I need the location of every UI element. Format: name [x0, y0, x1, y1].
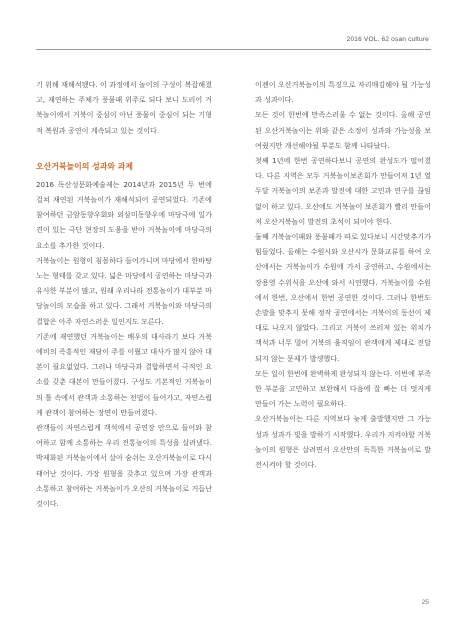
body-paragraph: 기 위해 재해석됐다. 이 과정에서 놀이의 구성이 복잡해졌고, 재연하는 주체가 풍물패 위주로 되다 보니 도리어 거북놀이에서 거북이 중심이 아닌 풍물이 중심이 되는 기형적 복원과 공연이 계속되고 있는 것이다. [36, 80, 212, 135]
body-paragraph: 첫째 1년에 한번 공연하다보니 공연의 완성도가 떨어졌다. 다른 지역은 모두 거북놀이보존회가 만들어져 1년 열두달 거북놀이의 보존과 발전에 대한 고민과 연구를 끊임없이 하고 있다. 오산에도 거북놀이 보존회가 빨리 만들어져 오산거북놀이 발전의 초석이 되어야 한다. [255, 156, 431, 226]
section-title: 오산거북놀이의 성과와 과제 [36, 161, 133, 171]
left-column [36, 77, 212, 511]
running-header: 2016 VOL. 62 osan culture [346, 36, 429, 43]
body-paragraph: 2016 독산성문화예술제는 2014년과 2015년 두 번에 걸쳐 재연된 거북놀이가 재해석되어 공연되었다. 기존에 참여하던 금암동향우회와 외삼미동향우에 마당극에 일가견이 있는 극단 현장의 도움을 받아 거북놀이에 마당극의 요소를 추가한 것이다. [36, 179, 212, 250]
body-paragraph: 모든 일이 한번에 완벽하게 완성되지 않는다. 이번에 부족한 부분을 고민하고 보완해서 다음에 잘 빠는 더 멋지게 만들어 가는 노력이 필요하다. [255, 368, 431, 409]
body-paragraph: 둘째 거북놀이패와 풍물패가 따로 있다보니 시간맞추기가 힘들었다. 올해는 수원시와 오산시가 문화교류를 하여 오산에서는 거북놀이가 수원에 가서 공연하고, 수원에서는 장용영 수위식을 오산에 와서 시연했다. 거북놀이를 수원에서 한번, 오산에서 한번 공연한 것이다. 그러나 한번도 손발을 맞추지 못해 정작 공연에서는 거북이의 동선이 제대로 나오지 않았다. 그리고 거북이 쓰러져 있는 위치가 객석과 너무 멀어 거북의 움직임이 관객에게 제대로 전달되지 않는 문제가 발생했다. [255, 232, 431, 363]
page-number: 25 [421, 599, 429, 606]
body-paragraph: 거북놀이는 원형이 침몰하다 들어가니며 마당에서 한바탕 노는 형태를 갖고 있다. 넓은 마당에서 공연하는 마당극과 유사한 부분이 많고, 원래 우리나라 전통놀이가 대부분 마당놀이의 모습을 하고 있다. 그래서 거북놀이와 마당극의 결합은 아주 자연스러운 일인지도 모른다. [36, 255, 212, 326]
body-paragraph: 이젠이 오산거북놀이의 특징으로 자리매김해야 될 가능성과 성과이다. [255, 80, 431, 105]
body-paragraph: 모든 것이 한번에 만족스러울 수 없는 것이다. 올해 공연된 오산거북놀이는 위와 같은 소정이 성과와 가능성을 보여줬지만 개선해야될 부분도 함께 나타났다. [255, 110, 431, 150]
header-divider [36, 49, 431, 50]
right-column [255, 77, 431, 472]
body-paragraph: 관객들이 자연스럽게 객석에서 공연장 안으로 들어와 참여하고 함께 소통하는 우리 전통놀이의 특성을 살려냈다. 박제화된 거북놀이에서 살아 숨쉬는 오산거북놀이로 다시 태어난 것이다. 가장 원형을 갖추고 있으며 가장 관객과 소통하고 참여하는 거북놀이가 오산의 거북놀이로 거듭난 것이다. [36, 423, 212, 509]
body-paragraph: 오산거북놀이는 다른 지역보다 늦게 출발했지만 그 가능성과 성과가 빛을 발하기 시작했다. 우리가 지켜야할 거북놀이의 원형은 살려면서 오산만의 독특한 거북놀이로 발전시켜야 할 것이다. [255, 414, 431, 470]
body-paragraph: 기존에 재연했던 거북놀이는 배우의 대사라기 보다 거북에비의 즉흥적인 재담이 주를 이뤘고 대사가 많지 않아 대본이 필요없었다. 그러나 마당극과 결합하면서 극적인 요소를 갖춘 대본이 만들어졌다. 구성도 기본적인 거북놀이의 틀 속에서 관객과 소통하는 전법이 들어가고, 자연스럽게 관객이 참여하는 장면이 만들어졌다. [36, 331, 212, 417]
